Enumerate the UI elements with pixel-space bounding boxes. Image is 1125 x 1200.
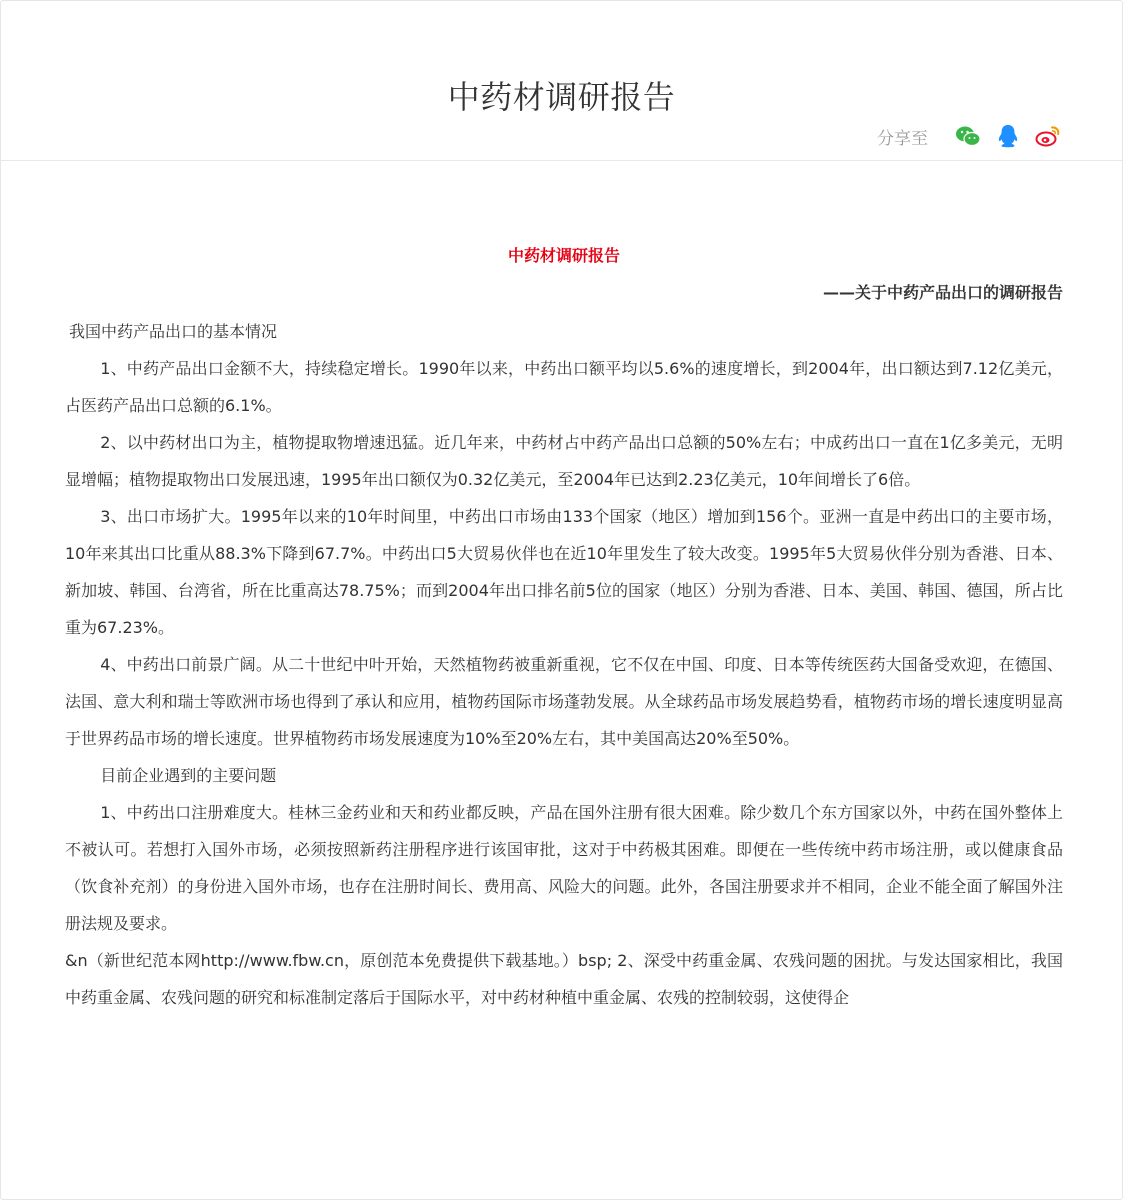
paragraph: &n（新世纪范本网http://www.fbw.cn，原创范本免费提供下载基地。）bsp; 2、深受中药重金属、农残问题的困扰。与发达国家相比，我国中药重金属、农残问题的研究和标准制定落后于国际水平，对中药材种植中重金属、农残的控制较弱，这使得企	[65, 951, 1063, 1007]
article-body	[65, 241, 1063, 1016]
section-title: 目前企业遇到的主要问题	[100, 766, 277, 785]
share-label: 分享至	[877, 128, 928, 149]
weibo-icon[interactable]	[1034, 122, 1062, 150]
wechat-icon[interactable]	[954, 122, 982, 150]
page-title: 中药材调研报告	[447, 78, 676, 117]
paragraph: 4、中药出口前景广阔。从二十世纪中叶开始，天然植物药被重新重视，它不仅在中国、印度、日本等传统医药大国备受欢迎，在德国、法国、意大利和瑞士等欧洲市场也得到了承认和应用，植物药国际市场蓬勃发展。从全球药品市场发展趋势看，植物药市场的增长速度明显高于世界药品市场的增长速度。世界植物药市场发展速度为10%至20%左右，其中美国高达20%至50%。	[65, 655, 1063, 748]
paragraph: 3、出口市场扩大。1995年以来的10年时间里，中药出口市场由133个国家（地区）增加到156个。亚洲一直是中药出口的主要市场，10年来其出口比重从88.3%下降到67.7%。中药出口5大贸易伙伴也在近10年里发生了较大改变。1995年5大贸易伙伴分别为香港、日本、新加坡、韩国、台湾省，所在比重高达78.75%；而到2004年出口排名前5位的国家（地区）分别为香港、日本、美国、韩国、德国，所占比重为67.23%。	[65, 507, 1063, 637]
paragraph: 1、中药产品出口金额不大，持续稳定增长。1990年以来，中药出口额平均以5.6%的速度增长，到2004年，出口额达到7.12亿美元，占医药产品出口总额的6.1%。	[65, 359, 1063, 415]
article-header	[1, 1, 1122, 161]
paragraph: 2、以中药材出口为主，植物提取物增速迅猛。近几年来，中药材占中药产品出口总额的50%左右；中成药出口一直在1亿多美元，无明显增幅；植物提取物出口发展迅速，1995年出口额仅为0.32亿美元，至2004年已达到2.23亿美元，10年间增长了6倍。	[65, 433, 1063, 489]
qq-icon[interactable]	[994, 122, 1022, 150]
paragraph: 1、中药出口注册难度大。桂林三金药业和天和药业都反映，产品在国外注册有很大困难。除少数几个东方国家以外，中药在国外整体上不被认可。若想打入国外市场，必须按照新药注册程序进行该国审批，这对于中药极其困难。即便在一些传统中药市场注册，或以健康食品（饮食补充剂）的身份进入国外市场，也存在注册时间长、费用高、风险大的问题。此外，各国注册要求并不相同，企业不能全面了解国外注册法规及要求。	[65, 803, 1063, 933]
section-title: 我国中药产品出口的基本情况	[69, 322, 278, 341]
share-bar	[877, 122, 1062, 150]
doc-heading: 中药材调研报告	[507, 246, 620, 265]
doc-subheading: ——关于中药产品出口的调研报告	[822, 283, 1063, 302]
